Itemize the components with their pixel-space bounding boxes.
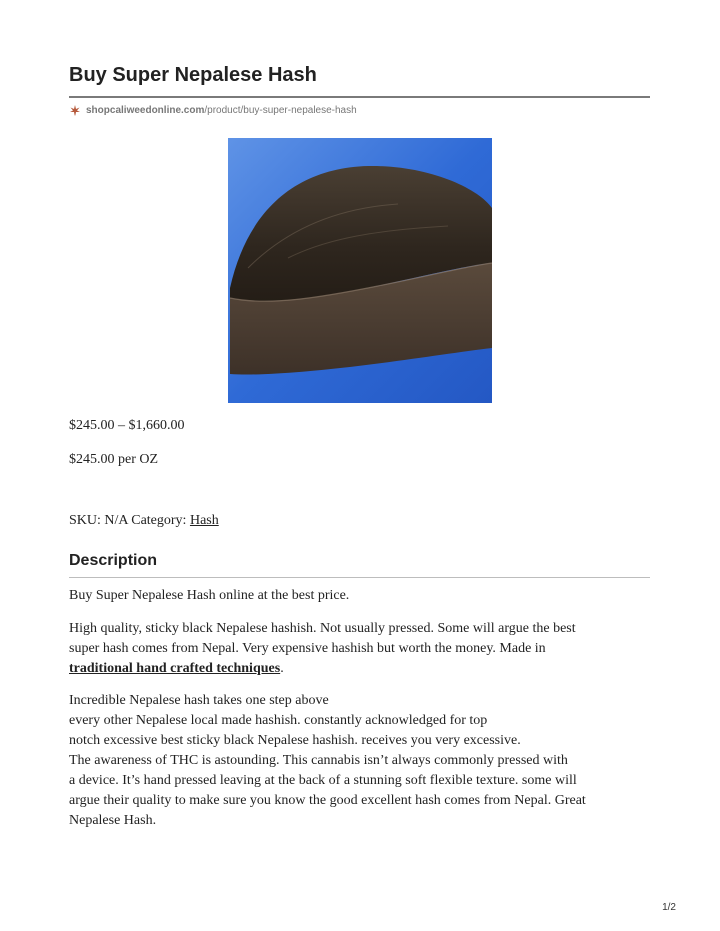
source-path: /product/buy-super-nepalese-hash [204, 104, 357, 116]
description-paragraph [69, 619, 654, 679]
description-paragraph: Buy Super Nepalese Hash online at the best price. [69, 588, 350, 603]
product-image [228, 138, 492, 403]
paragraph-line: every other Nepalese local made hashish. constantly acknowledged for top [69, 713, 488, 728]
link-suffix: . [280, 661, 284, 676]
paragraph-line: argue their quality to make sure you know the good excellent hash comes from Nepal. Great [69, 793, 586, 808]
page-number: 1/2 [662, 902, 676, 913]
category-link[interactable]: Hash [189, 513, 219, 528]
product-meta [69, 513, 219, 529]
paragraph-line: Nepalese Hash. [69, 813, 157, 828]
source-domain: shopcaliweedonline.com [86, 104, 205, 116]
paragraph-line: Incredible Nepalese hash takes one step above [69, 693, 329, 708]
source-url[interactable] [69, 104, 357, 116]
paragraph-line: super hash comes from Nepal. Very expensive hashish but worth the money. Made in [69, 641, 546, 656]
paragraph-line: High quality, sticky black Nepalese hashish. Not usually pressed. Some will argue the best [69, 621, 576, 636]
description-heading: Description [69, 552, 158, 569]
price-range: $245.00 – $1,660.00 [69, 418, 185, 433]
description-paragraph [69, 691, 654, 831]
paragraph-line: The awareness of THC is astounding. This cannabis isn’t always commonly pressed with [69, 753, 568, 768]
description-divider [69, 577, 650, 578]
paragraph-line [69, 659, 654, 679]
techniques-link[interactable]: traditional hand crafted techniques [69, 661, 281, 676]
cannabis-leaf-icon [69, 104, 81, 116]
page-title: Buy Super Nepalese Hash [69, 64, 317, 86]
sku-label: SKU: N/A Category: [69, 513, 187, 528]
title-divider [69, 96, 650, 98]
price-per-unit: $245.00 per OZ [69, 452, 159, 467]
paragraph-line: a device. It’s hand pressed leaving at the back of a stunning soft flexible texture. some will [69, 773, 577, 788]
paragraph-line: notch excessive best sticky black Nepalese hashish. receives you very excessive. [69, 733, 521, 748]
